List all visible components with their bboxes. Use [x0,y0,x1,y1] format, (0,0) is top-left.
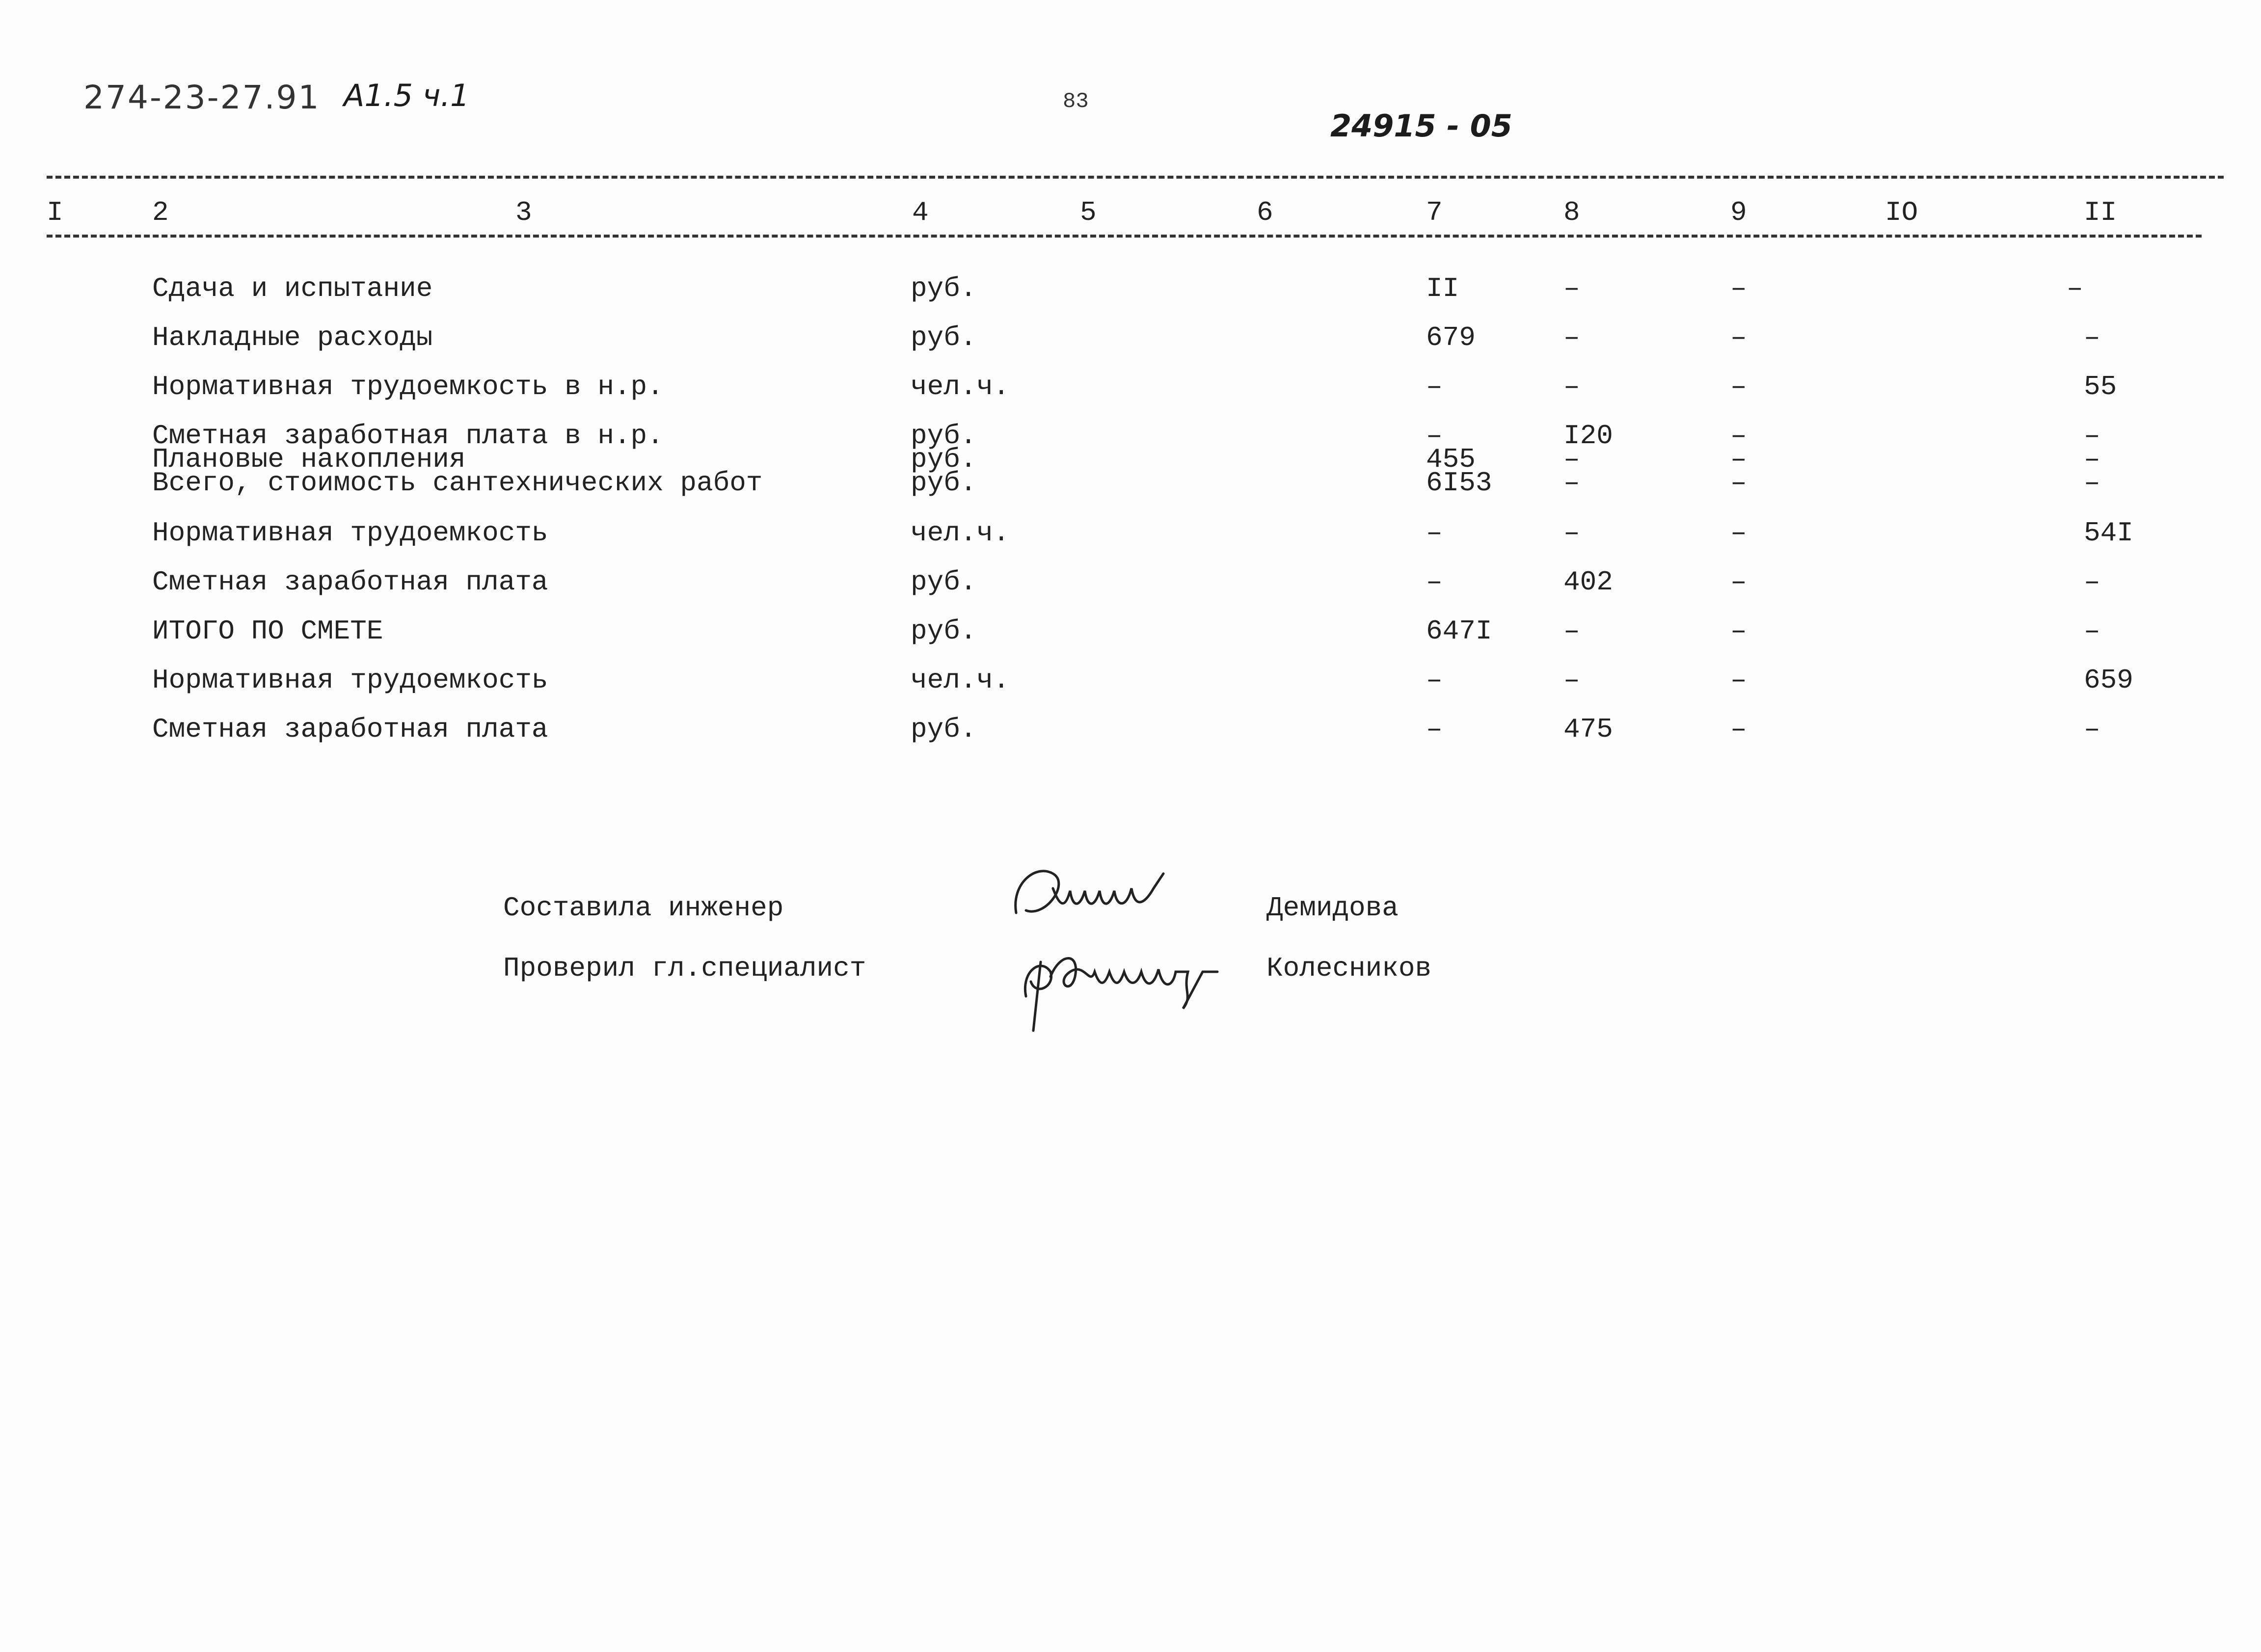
row-col7: 6I53 [1426,467,1492,499]
row-description: Плановые накопления [152,444,466,475]
row-col9: – [1730,420,1747,452]
row-description: Сметная заработная плата [152,566,548,598]
row-col7: – [1426,566,1443,598]
row-col11: – [2084,467,2100,499]
row-col11: 55 [2084,371,2117,402]
row-col11: – [2067,273,2083,304]
row-description: Накладные расходы [152,322,433,353]
col-header-9: 9 [1730,197,1747,228]
row-col11: – [2084,615,2100,647]
project-code: 24915 - 05 [1330,108,1512,144]
page-number: 83 [1063,89,1089,114]
row-unit: чел.ч. [911,517,1010,549]
col-header-6: 6 [1257,197,1273,228]
row-col9: – [1730,322,1747,353]
row-unit: чел.ч. [911,665,1010,696]
col-header-11: II [2084,197,2117,228]
checked-by-name: Колесников [1266,953,1432,984]
doc-sub-code: А1.5 ч.1 [344,78,470,113]
row-col7: II [1426,273,1459,304]
row-col9: – [1730,615,1747,647]
col-header-8: 8 [1563,197,1580,228]
row-col8: 402 [1563,566,1613,598]
row-col7: 455 [1426,444,1476,475]
row-col11: – [2084,714,2100,745]
row-col9: – [1730,714,1747,745]
row-col8: – [1563,467,1580,499]
row-col8: – [1563,371,1580,402]
row-col7: 679 [1426,322,1476,353]
row-description: Нормативная трудоемкость [152,665,548,696]
table-header-rule [47,235,2202,238]
row-col11: 54I [2084,517,2133,549]
doc-code: 274-23-27.91 [83,79,321,116]
row-col7: – [1426,665,1443,696]
row-col11: – [2084,420,2100,452]
row-unit: руб. [911,322,977,353]
row-col8: – [1563,322,1580,353]
signature-specialist [1006,923,1262,1036]
row-col11: 659 [2084,665,2133,696]
row-unit: руб. [911,714,977,745]
row-unit: руб. [911,566,977,598]
row-col8: – [1563,665,1580,696]
compiled-by-name: Демидова [1266,892,1399,924]
row-col7: – [1426,517,1443,549]
row-col9: – [1730,517,1747,549]
row-col8: – [1563,444,1580,475]
row-unit: руб. [911,420,977,452]
row-description: Нормативная трудоемкость в н.р. [152,371,664,402]
row-col8: I20 [1563,420,1613,452]
checked-by-label: Проверил гл.специалист [503,953,866,984]
row-description: ИТОГО ПО СМЕТЕ [152,615,383,647]
row-unit: руб. [911,615,977,647]
row-col9: – [1730,566,1747,598]
col-header-3: 3 [515,197,532,228]
row-col7: – [1426,371,1443,402]
row-description: Сметная заработная плата в н.р. [152,420,664,452]
row-unit: руб. [911,273,977,304]
row-description: Сдача и испытание [152,273,433,304]
compiled-by-label: Составила инженер [503,892,784,924]
col-header-4: 4 [912,197,929,228]
row-col11: – [2084,444,2100,475]
row-description: Сметная заработная плата [152,714,548,745]
row-col11: – [2084,566,2100,598]
col-header-7: 7 [1426,197,1443,228]
row-col11: – [2084,322,2100,353]
row-col8: 475 [1563,714,1613,745]
row-col8: – [1563,615,1580,647]
row-col9: – [1730,371,1747,402]
row-unit: чел.ч. [911,371,1010,402]
row-col7: – [1426,714,1443,745]
row-col8: – [1563,273,1580,304]
row-col9: – [1730,444,1747,475]
signature-engineer [1006,854,1212,933]
row-col9: – [1730,467,1747,499]
row-unit: руб. [911,467,977,499]
row-col9: – [1730,273,1747,304]
col-header-1: I [47,197,63,228]
row-description: Всего, стоимость сантехнических работ [152,467,763,499]
row-col7: 647I [1426,615,1492,647]
row-col9: – [1730,665,1747,696]
row-description: Нормативная трудоемкость [152,517,548,549]
col-header-5: 5 [1080,197,1097,228]
row-col8: – [1563,517,1580,549]
col-header-2: 2 [152,197,169,228]
col-header-10: IO [1885,197,1918,228]
row-col7: – [1426,420,1443,452]
table-top-rule [47,176,2224,179]
row-unit: руб. [911,444,977,475]
